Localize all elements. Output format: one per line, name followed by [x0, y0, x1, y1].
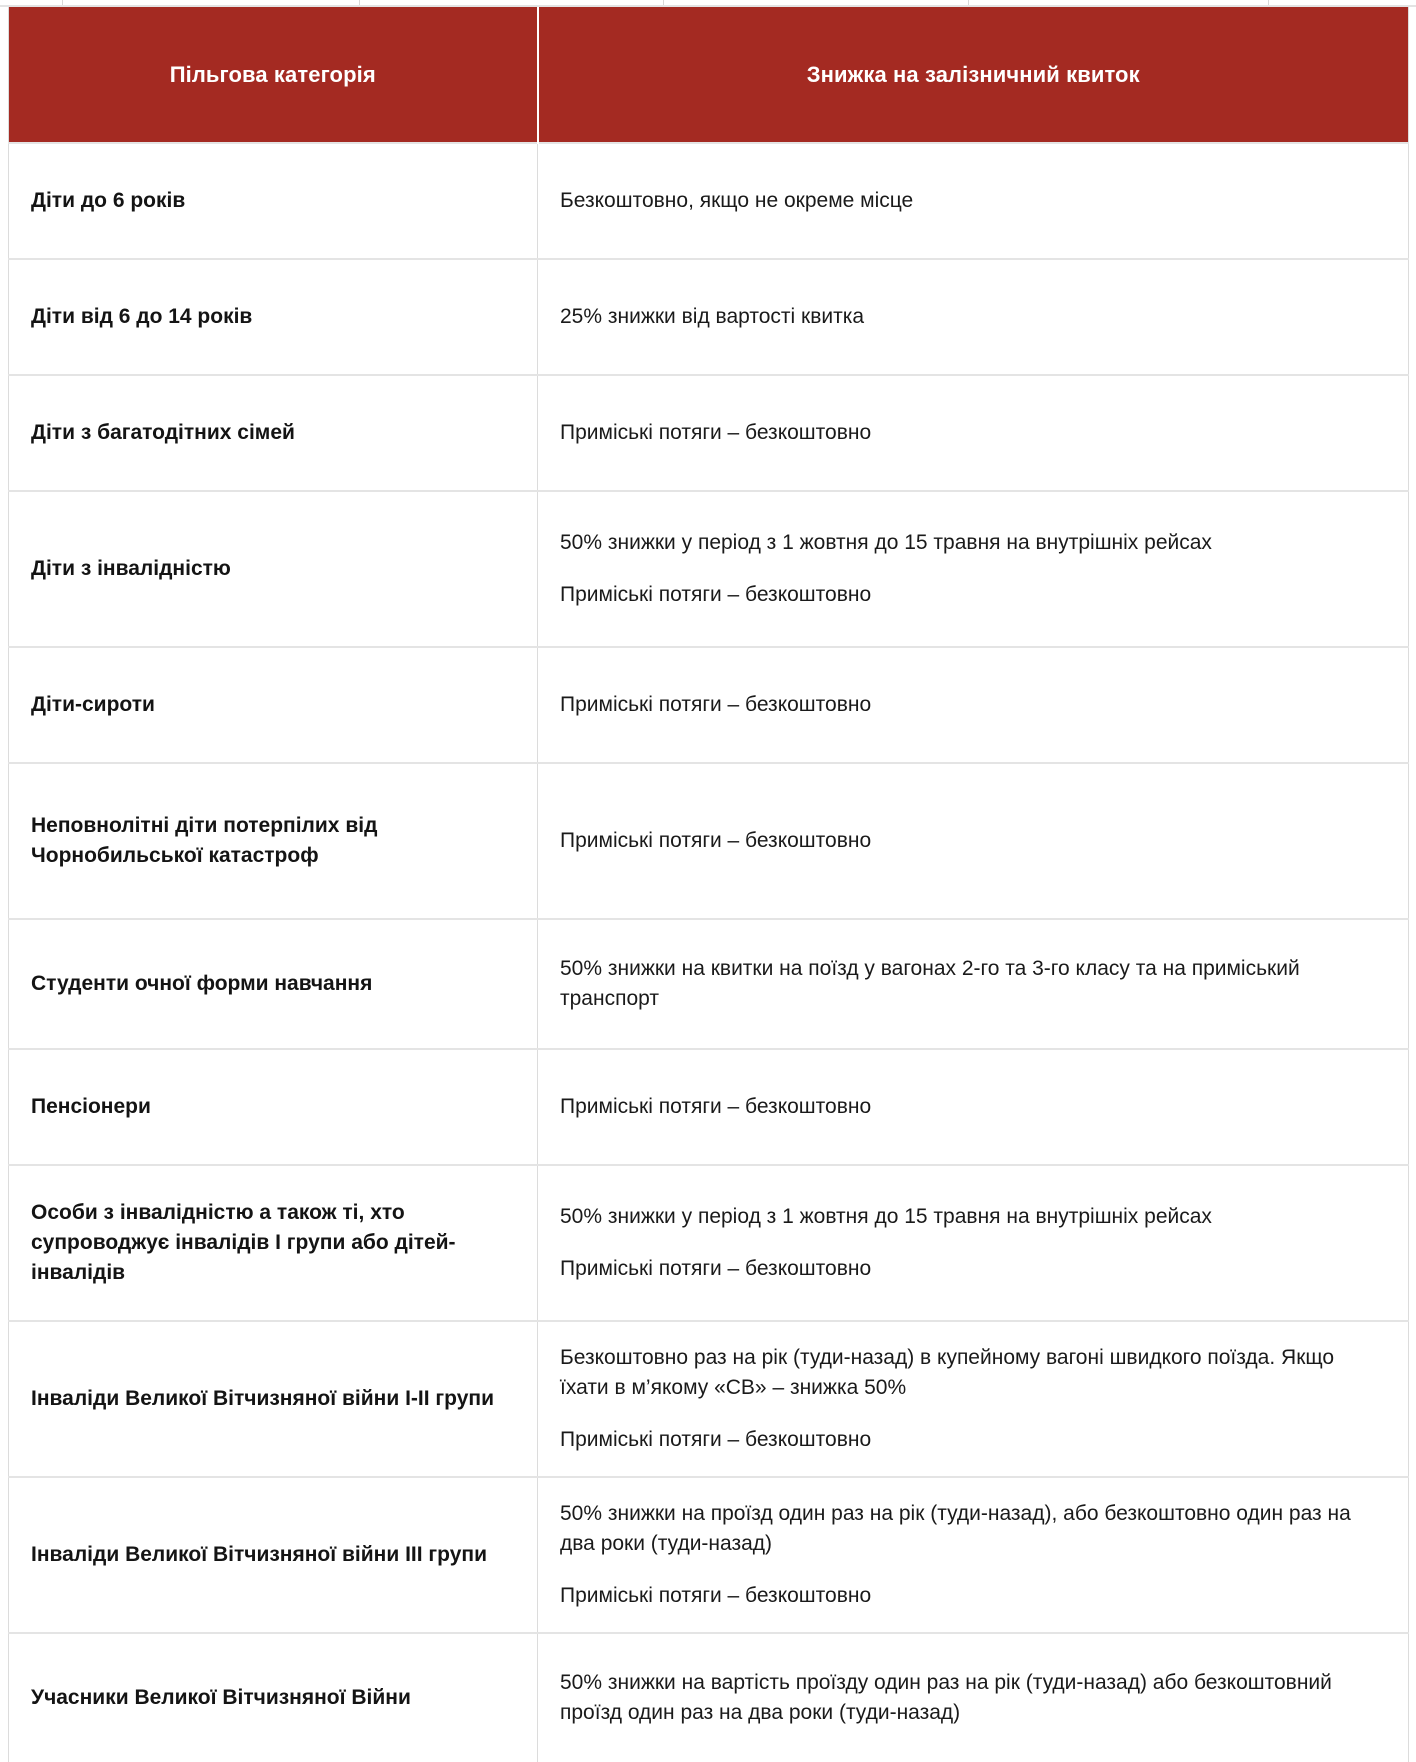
discount-paragraph: Приміські потяги – безкоштовно [560, 1583, 872, 1607]
cell-discount [538, 1165, 1409, 1321]
cell-discount [538, 919, 1409, 1049]
discount-paragraph: 50% знижки на квитки на поїзд у вагонах 2-го та 3-го класу та на приміський транспорт [560, 957, 1300, 1010]
table-row [9, 375, 1409, 491]
category-label: Неповнолітні діти потерпілих від Чорнобильської катастроф [31, 814, 378, 867]
cell-discount [538, 1321, 1409, 1477]
table-row [9, 143, 1409, 259]
category-label: Учасники Великої Вітчизняної Війни [31, 1686, 411, 1710]
category-label: Інваліди Великої Вітчизняної війни III групи [31, 1543, 487, 1567]
cell-category [9, 491, 538, 647]
cell-category [9, 259, 538, 375]
category-label: Пенсіонери [31, 1095, 151, 1119]
cell-discount [538, 491, 1409, 647]
discount-paragraph: 50% знижки на проїзд один раз на рік (туди-назад), або безкоштовно один раз на два роки (туди-назад) [560, 1502, 1351, 1556]
discount-paragraph: Приміські потяги – безкоштовно [560, 421, 872, 445]
cell-discount [538, 1633, 1409, 1762]
cell-discount [538, 647, 1409, 763]
category-label: Діти до 6 років [31, 189, 186, 213]
cell-category [9, 1477, 538, 1633]
discount-paragraph: 50% знижки у період з 1 жовтня до 15 травня на внутрішніх рейсах [560, 531, 1212, 555]
category-label: Студенти очної форми навчання [31, 972, 373, 996]
clipped-table-sliver [0, 0, 1416, 7]
discount-paragraph: Приміські потяги – безкоштовно [560, 1257, 872, 1280]
category-label: Діти з багатодітних сімей [31, 421, 295, 445]
table-row [9, 647, 1409, 763]
cell-category [9, 1165, 538, 1321]
discount-paragraph: Безкоштовно, якщо не окреме місце [560, 189, 914, 213]
discount-paragraph: Приміські потяги – безкоштовно [560, 829, 872, 853]
table-row [9, 491, 1409, 647]
discount-paragraph: 50% знижки на вартість проїзду один раз на рік (туди-назад) або безкоштовний проїзд один раз на два роки (туди-назад) [560, 1671, 1332, 1724]
table-row [9, 259, 1409, 375]
cell-discount [538, 375, 1409, 491]
cell-discount [538, 1477, 1409, 1633]
cell-discount [538, 143, 1409, 259]
column-header-category: Пільгова категорія [9, 7, 538, 143]
table-header [9, 7, 1409, 143]
cell-category [9, 1049, 538, 1165]
table-row [9, 1321, 1409, 1477]
benefits-table [8, 7, 1409, 1762]
cell-category [9, 143, 538, 259]
table-row [9, 763, 1409, 919]
cell-category [9, 919, 538, 1049]
discount-paragraph: Приміські потяги – безкоштовно [560, 1427, 872, 1451]
column-header-discount: Знижка на залізничний квиток [538, 7, 1409, 143]
discount-paragraph: Приміські потяги – безкоштовно [560, 583, 872, 606]
discount-paragraph: Безкоштовно раз на рік (туди-назад) в купейному вагоні швидкого поїзда. Якщо їхати в м’якому «СВ» – знижка 50% [560, 1346, 1335, 1400]
cell-category [9, 763, 538, 919]
category-label: Інваліди Великої Вітчизняної війни I-II групи [31, 1387, 494, 1411]
discount-paragraph: 25% знижки від вартості квитка [560, 305, 865, 329]
cell-discount [538, 763, 1409, 919]
benefits-table-container [8, 7, 1408, 1762]
cell-category [9, 1321, 538, 1477]
table-row [9, 1633, 1409, 1762]
table-body [9, 143, 1409, 1762]
category-label: Діти-сироти [31, 693, 155, 717]
cell-category [9, 375, 538, 491]
discount-paragraph: Приміські потяги – безкоштовно [560, 693, 872, 717]
table-header-row [9, 7, 1409, 143]
table-row [9, 1049, 1409, 1165]
cell-discount [538, 1049, 1409, 1165]
category-label: Діти від 6 до 14 років [31, 305, 253, 329]
cell-category [9, 1633, 538, 1762]
discount-paragraph: Приміські потяги – безкоштовно [560, 1095, 872, 1119]
table-row [9, 1165, 1409, 1321]
table-row [9, 919, 1409, 1049]
discount-paragraph: 50% знижки у період з 1 жовтня до 15 травня на внутрішніх рейсах [560, 1205, 1212, 1229]
category-label: Особи з інвалідністю а також ті, хто супроводжує інвалідів I групи або дітей-інвалідів [31, 1201, 456, 1284]
table-row [9, 1477, 1409, 1633]
category-label: Діти з інвалідністю [31, 557, 231, 581]
cell-discount [538, 259, 1409, 375]
cell-category [9, 647, 538, 763]
